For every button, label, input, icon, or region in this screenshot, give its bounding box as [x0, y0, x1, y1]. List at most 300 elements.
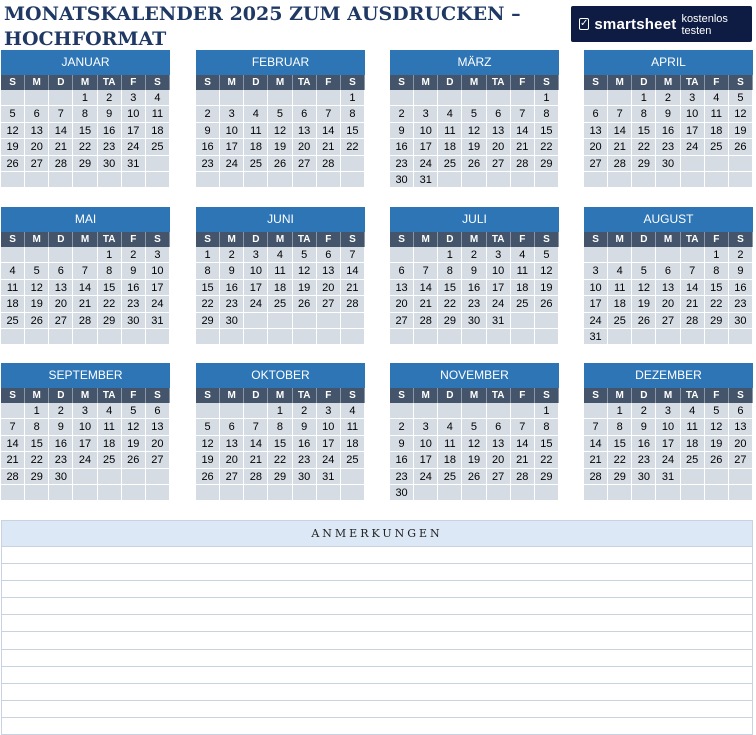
- day-cell: 9: [196, 123, 220, 139]
- day-cell: 11: [146, 106, 170, 122]
- day-cell: 15: [608, 436, 632, 452]
- day-cell: 2: [220, 247, 244, 263]
- day-cell: [244, 403, 268, 419]
- day-cell: [705, 156, 729, 172]
- day-cell: [462, 329, 486, 345]
- day-cell: [1, 247, 25, 263]
- weekday-label: F: [317, 75, 341, 90]
- note-line[interactable]: [2, 614, 752, 631]
- note-line[interactable]: [2, 546, 752, 563]
- day-cell: 15: [535, 436, 559, 452]
- weekday-label: S: [1, 388, 25, 403]
- day-cell: 23: [49, 452, 73, 468]
- day-cell: [268, 172, 292, 188]
- weekday-label: M: [656, 388, 680, 403]
- day-cell: 13: [487, 123, 511, 139]
- day-cell: [705, 329, 729, 345]
- page-title-line-2: HOCHFORMAT: [4, 28, 167, 50]
- day-cell: [146, 469, 170, 485]
- day-cell: 12: [25, 280, 49, 296]
- day-cell: [462, 90, 486, 106]
- day-cell: [1, 90, 25, 106]
- day-cell: [438, 172, 462, 188]
- day-cell: 22: [341, 139, 365, 155]
- weekday-label: S: [535, 75, 559, 90]
- notes-section: [1, 520, 753, 735]
- day-cell: 24: [244, 296, 268, 312]
- day-cell: 25: [681, 452, 705, 468]
- month-grid: [584, 75, 753, 188]
- weekday-label: D: [49, 388, 73, 403]
- day-cell: 16: [196, 139, 220, 155]
- day-cell: 29: [535, 156, 559, 172]
- day-cell: 3: [73, 403, 97, 419]
- day-cell: 20: [146, 436, 170, 452]
- day-cell: 25: [438, 469, 462, 485]
- day-cell: [584, 172, 608, 188]
- day-cell: 21: [73, 296, 97, 312]
- day-cell: 14: [584, 436, 608, 452]
- day-cell: 26: [705, 452, 729, 468]
- day-cell: 3: [681, 90, 705, 106]
- weekday-label: S: [146, 232, 170, 247]
- weekday-label: F: [122, 232, 146, 247]
- day-cell: 13: [584, 123, 608, 139]
- day-cell: 22: [632, 139, 656, 155]
- day-cell: 6: [146, 403, 170, 419]
- weekday-label: M: [656, 232, 680, 247]
- day-cell: [25, 90, 49, 106]
- day-cell: 15: [705, 280, 729, 296]
- day-cell: [73, 172, 97, 188]
- day-cell: 26: [632, 313, 656, 329]
- day-cell: 31: [656, 469, 680, 485]
- weekday-label: F: [317, 232, 341, 247]
- day-cell: 11: [98, 419, 122, 435]
- day-cell: 4: [511, 247, 535, 263]
- day-cell: [268, 313, 292, 329]
- day-cell: 31: [584, 329, 608, 345]
- note-line[interactable]: [2, 563, 752, 580]
- weekday-label: D: [632, 75, 656, 90]
- day-cell: 13: [146, 419, 170, 435]
- day-cell: 10: [656, 419, 680, 435]
- day-cell: [681, 329, 705, 345]
- day-cell: 7: [244, 419, 268, 435]
- weekday-label: M: [656, 75, 680, 90]
- weekday-label: F: [122, 388, 146, 403]
- day-cell: 10: [414, 123, 438, 139]
- day-cell: 9: [656, 106, 680, 122]
- day-cell: [462, 403, 486, 419]
- day-cell: 9: [122, 263, 146, 279]
- day-cell: 3: [584, 263, 608, 279]
- day-cell: 28: [608, 156, 632, 172]
- day-cell: 1: [98, 247, 122, 263]
- day-cell: 30: [390, 172, 414, 188]
- day-cell: 5: [535, 247, 559, 263]
- day-cell: 17: [244, 280, 268, 296]
- month-header: MÄRZ: [390, 50, 559, 75]
- day-cell: 21: [584, 452, 608, 468]
- day-cell: 25: [244, 156, 268, 172]
- day-cell: 19: [1, 139, 25, 155]
- note-line[interactable]: [2, 580, 752, 597]
- day-cell: 17: [584, 296, 608, 312]
- day-cell: 3: [244, 247, 268, 263]
- day-cell: [98, 329, 122, 345]
- weekday-label: D: [438, 232, 462, 247]
- note-line[interactable]: [2, 649, 752, 666]
- day-cell: 27: [390, 313, 414, 329]
- notes-lines: [2, 546, 752, 734]
- note-line[interactable]: [2, 631, 752, 648]
- day-cell: 9: [98, 106, 122, 122]
- day-cell: 3: [146, 247, 170, 263]
- weekday-label: F: [705, 232, 729, 247]
- day-cell: 19: [632, 296, 656, 312]
- note-line[interactable]: [2, 717, 752, 734]
- weekday-label: M: [73, 75, 97, 90]
- day-cell: [462, 485, 486, 501]
- day-cell: 18: [268, 280, 292, 296]
- day-cell: 18: [98, 436, 122, 452]
- day-cell: 18: [438, 452, 462, 468]
- weekday-label: M: [25, 232, 49, 247]
- day-cell: 25: [98, 452, 122, 468]
- day-cell: 6: [487, 419, 511, 435]
- day-cell: [705, 172, 729, 188]
- day-cell: [535, 485, 559, 501]
- day-cell: 2: [390, 419, 414, 435]
- day-cell: 27: [220, 469, 244, 485]
- day-cell: 1: [438, 247, 462, 263]
- day-cell: [705, 485, 729, 501]
- day-cell: 13: [49, 280, 73, 296]
- day-cell: 19: [462, 452, 486, 468]
- day-cell: [293, 329, 317, 345]
- day-cell: 16: [729, 280, 753, 296]
- day-cell: [98, 172, 122, 188]
- day-cell: 18: [608, 296, 632, 312]
- day-cell: [25, 247, 49, 263]
- day-cell: 15: [632, 123, 656, 139]
- day-cell: 1: [196, 247, 220, 263]
- day-cell: 10: [487, 263, 511, 279]
- day-cell: 15: [535, 123, 559, 139]
- day-cell: 8: [25, 419, 49, 435]
- weekday-label: S: [146, 388, 170, 403]
- day-cell: [414, 90, 438, 106]
- day-cell: 21: [1, 452, 25, 468]
- day-cell: 12: [462, 436, 486, 452]
- weekday-label: F: [511, 388, 535, 403]
- day-cell: 6: [293, 106, 317, 122]
- day-cell: [584, 90, 608, 106]
- day-cell: [729, 469, 753, 485]
- day-cell: 30: [729, 313, 753, 329]
- weekday-label: S: [390, 232, 414, 247]
- day-cell: [98, 469, 122, 485]
- note-line[interactable]: [2, 597, 752, 614]
- day-cell: 28: [584, 469, 608, 485]
- day-cell: 19: [705, 436, 729, 452]
- day-cell: [511, 403, 535, 419]
- day-cell: 30: [220, 313, 244, 329]
- day-cell: 29: [25, 469, 49, 485]
- day-cell: 13: [317, 263, 341, 279]
- day-cell: [438, 485, 462, 501]
- day-cell: 26: [122, 452, 146, 468]
- day-cell: 31: [122, 156, 146, 172]
- day-cell: [584, 247, 608, 263]
- day-cell: [729, 329, 753, 345]
- weekday-label: D: [438, 75, 462, 90]
- day-cell: [25, 172, 49, 188]
- weekday-label: M: [268, 75, 292, 90]
- day-cell: 19: [25, 296, 49, 312]
- day-cell: 19: [196, 452, 220, 468]
- day-cell: 8: [73, 106, 97, 122]
- day-cell: 4: [438, 106, 462, 122]
- day-cell: 20: [390, 296, 414, 312]
- day-cell: [317, 313, 341, 329]
- day-cell: 3: [317, 403, 341, 419]
- day-cell: 7: [584, 419, 608, 435]
- day-cell: 28: [681, 313, 705, 329]
- day-cell: [122, 172, 146, 188]
- day-cell: 13: [390, 280, 414, 296]
- day-cell: 26: [1, 156, 25, 172]
- page-title: [4, 2, 524, 52]
- day-cell: 26: [293, 296, 317, 312]
- weekday-label: S: [196, 75, 220, 90]
- day-cell: 30: [656, 156, 680, 172]
- day-cell: [390, 247, 414, 263]
- weekday-label: D: [438, 388, 462, 403]
- day-cell: [656, 247, 680, 263]
- day-cell: [317, 90, 341, 106]
- month-header: AUGUST: [584, 207, 753, 232]
- day-cell: 9: [49, 419, 73, 435]
- day-cell: [390, 329, 414, 345]
- weekday-label: M: [268, 232, 292, 247]
- day-cell: 13: [487, 436, 511, 452]
- day-cell: [341, 485, 365, 501]
- day-cell: 11: [1, 280, 25, 296]
- day-cell: 5: [25, 263, 49, 279]
- day-cell: 30: [293, 469, 317, 485]
- day-cell: 17: [414, 139, 438, 155]
- day-cell: 3: [220, 106, 244, 122]
- day-cell: 29: [632, 156, 656, 172]
- day-cell: 29: [608, 469, 632, 485]
- day-cell: 29: [196, 313, 220, 329]
- day-cell: 17: [487, 280, 511, 296]
- day-cell: [414, 485, 438, 501]
- day-cell: 6: [729, 403, 753, 419]
- day-cell: 8: [535, 106, 559, 122]
- day-cell: 29: [98, 313, 122, 329]
- day-cell: 21: [608, 139, 632, 155]
- day-cell: [220, 172, 244, 188]
- day-cell: 6: [317, 247, 341, 263]
- day-cell: 19: [268, 139, 292, 155]
- day-cell: [220, 403, 244, 419]
- day-cell: 25: [608, 313, 632, 329]
- day-cell: 6: [25, 106, 49, 122]
- day-cell: 14: [317, 123, 341, 139]
- trial-label: kostenlos testen: [681, 13, 728, 37]
- day-cell: [608, 247, 632, 263]
- day-cell: 12: [268, 123, 292, 139]
- day-cell: 12: [122, 419, 146, 435]
- day-cell: 21: [681, 296, 705, 312]
- day-cell: 27: [656, 313, 680, 329]
- day-cell: 12: [705, 419, 729, 435]
- day-cell: [244, 90, 268, 106]
- day-cell: 30: [49, 469, 73, 485]
- day-cell: 27: [293, 156, 317, 172]
- day-cell: 31: [317, 469, 341, 485]
- day-cell: 20: [656, 296, 680, 312]
- day-cell: 18: [511, 280, 535, 296]
- day-cell: 8: [535, 419, 559, 435]
- day-cell: [705, 469, 729, 485]
- day-cell: 21: [317, 139, 341, 155]
- day-cell: 14: [1, 436, 25, 452]
- day-cell: 30: [632, 469, 656, 485]
- day-cell: 10: [146, 263, 170, 279]
- day-cell: [49, 172, 73, 188]
- day-cell: 7: [608, 106, 632, 122]
- weekday-label: M: [608, 388, 632, 403]
- day-cell: [681, 156, 705, 172]
- day-cell: 29: [73, 156, 97, 172]
- day-cell: 18: [146, 123, 170, 139]
- day-cell: 16: [390, 139, 414, 155]
- month-grid: [584, 232, 753, 345]
- day-cell: [511, 313, 535, 329]
- month-grid: [390, 388, 559, 501]
- day-cell: [341, 172, 365, 188]
- day-cell: 23: [98, 139, 122, 155]
- day-cell: 23: [390, 469, 414, 485]
- day-cell: 13: [25, 123, 49, 139]
- day-cell: 28: [341, 296, 365, 312]
- weekday-label: F: [511, 232, 535, 247]
- day-cell: 21: [511, 139, 535, 155]
- day-cell: 14: [49, 123, 73, 139]
- day-cell: 28: [73, 313, 97, 329]
- day-cell: [511, 485, 535, 501]
- day-cell: 4: [705, 90, 729, 106]
- day-cell: [632, 247, 656, 263]
- day-cell: [196, 329, 220, 345]
- month-märz: [390, 50, 559, 188]
- day-cell: 28: [244, 469, 268, 485]
- day-cell: 24: [414, 469, 438, 485]
- day-cell: 11: [244, 123, 268, 139]
- weekday-label: S: [341, 232, 365, 247]
- day-cell: 28: [49, 156, 73, 172]
- day-cell: 31: [414, 172, 438, 188]
- day-cell: 16: [632, 436, 656, 452]
- day-cell: [487, 403, 511, 419]
- day-cell: 11: [438, 123, 462, 139]
- day-cell: 2: [462, 247, 486, 263]
- day-cell: [268, 485, 292, 501]
- day-cell: 26: [196, 469, 220, 485]
- day-cell: 25: [1, 313, 25, 329]
- day-cell: 11: [268, 263, 292, 279]
- day-cell: 1: [705, 247, 729, 263]
- day-cell: 26: [25, 313, 49, 329]
- day-cell: 22: [196, 296, 220, 312]
- weekday-label: S: [729, 232, 753, 247]
- day-cell: 3: [487, 247, 511, 263]
- day-cell: 11: [705, 106, 729, 122]
- month-januar: [1, 50, 170, 188]
- day-cell: 10: [244, 263, 268, 279]
- day-cell: 18: [681, 436, 705, 452]
- day-cell: 25: [438, 156, 462, 172]
- month-grid: [1, 75, 170, 188]
- day-cell: 11: [438, 436, 462, 452]
- day-cell: 23: [122, 296, 146, 312]
- day-cell: 6: [49, 263, 73, 279]
- note-line[interactable]: [2, 666, 752, 683]
- day-cell: 9: [390, 436, 414, 452]
- day-cell: [1, 485, 25, 501]
- day-cell: 2: [293, 403, 317, 419]
- day-cell: 6: [487, 106, 511, 122]
- day-cell: 16: [98, 123, 122, 139]
- day-cell: [511, 90, 535, 106]
- day-cell: 24: [220, 156, 244, 172]
- day-cell: [317, 172, 341, 188]
- day-cell: 3: [414, 419, 438, 435]
- note-line[interactable]: [2, 700, 752, 717]
- day-cell: 19: [729, 123, 753, 139]
- day-cell: 11: [608, 280, 632, 296]
- day-cell: [681, 172, 705, 188]
- day-cell: 1: [341, 90, 365, 106]
- day-cell: 27: [317, 296, 341, 312]
- day-cell: 2: [632, 403, 656, 419]
- day-cell: 29: [268, 469, 292, 485]
- day-cell: 27: [146, 452, 170, 468]
- day-cell: [511, 329, 535, 345]
- month-header: JANUAR: [1, 50, 170, 75]
- weekday-label: F: [705, 75, 729, 90]
- day-cell: 10: [584, 280, 608, 296]
- day-cell: 3: [656, 403, 680, 419]
- note-line[interactable]: [2, 683, 752, 700]
- day-cell: [341, 469, 365, 485]
- day-cell: 10: [414, 436, 438, 452]
- day-cell: 1: [632, 90, 656, 106]
- day-cell: 2: [390, 106, 414, 122]
- month-header: DEZEMBER: [584, 363, 753, 388]
- weekday-label: M: [608, 75, 632, 90]
- day-cell: 22: [73, 139, 97, 155]
- smartsheet-trial-button[interactable]: [571, 6, 752, 42]
- day-cell: 25: [268, 296, 292, 312]
- day-cell: 23: [462, 296, 486, 312]
- weekday-label: S: [1, 232, 25, 247]
- weekday-label: S: [584, 75, 608, 90]
